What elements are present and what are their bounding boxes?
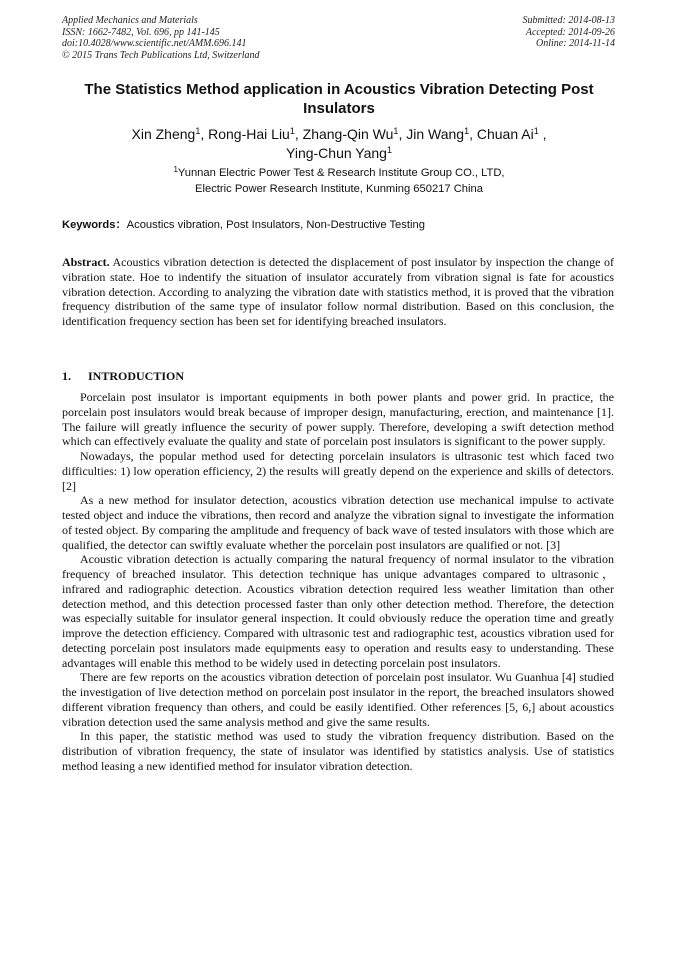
submitted-date: Submitted: 2014-08-13 xyxy=(522,15,615,26)
paragraph: As a new method for insulator detection, acoustics vibration detection use mechanical impulse to activate tested object and induce the vibrations, then record and analyze the vibration signal to investigate the information of tested object. By comparing the amplitude and frequency of back wave of tested insulators with those which are qualified, the detector can swiftly evaluate whether the porcelain post insulators are qualified or not. [3] xyxy=(62,493,614,552)
section-number: 1. xyxy=(62,369,71,383)
affiliation-line-1: $^1$Yunnan Electric Power Test & Research Institute Group CO., LTD, xyxy=(173,165,505,179)
affiliation-mark: 1 xyxy=(195,126,201,136)
journal-doi: doi:10.4028/www.scientific.net/AMM.696.141 xyxy=(62,38,247,49)
affiliation-mark: 1 xyxy=(393,126,399,136)
accepted-date: Accepted: 2014-09-26 xyxy=(525,26,615,38)
affiliation xyxy=(50,166,628,197)
journal-copyright: © 2015 Trans Tech Publications Ltd, Switzerland xyxy=(62,49,260,61)
author-list xyxy=(50,125,628,163)
author: Jin Wang$^1$, xyxy=(406,126,477,142)
online-date: Online: 2014-11-14 xyxy=(536,38,615,49)
affiliation-mark: 1 xyxy=(386,145,392,155)
affiliation-mark: 1 xyxy=(289,126,295,136)
journal-name: Applied Mechanics and Materials xyxy=(62,15,198,26)
paragraph: Acoustic vibration detection is actually comparing the natural frequency of normal insulator to the vibration frequency of breached insulator. This detection technique has unique advantages compared to ultrasonic， infrared and radiographic detection. Acoustics vibration detection required less weather limitation than other detection method, and this detection processed faster than only other detection method. Therefore, the detection was especially suitable for insulator general inspection. It could obviously reduce the operation time and greatly improve the detection efficiency. Compared with ultrasonic test and radiographic test, acoustics vibration used for detecting porcelain post insulators made equipments easy to operation and results easy to understanding. These advantages will enable this method to be widely used in detecting porcelain post insulators. xyxy=(62,552,614,670)
paragraph: In this paper, the statistic method was used to study the vibration frequency distribution. Based on the distribution of vibration frequency, the state of insulator was identified by statistics analysis. Use of statistics method leasing a new identified method for insulator vibration detection. xyxy=(62,729,614,773)
introduction-body xyxy=(62,390,614,774)
affiliation-line-2: Electric Power Research Institute, Kunming 650217 China xyxy=(195,182,483,195)
keywords-label: Keywords： xyxy=(62,219,127,231)
keywords-text: Acoustics vibration, Post Insulators, Non-Destructive Testing xyxy=(126,219,425,231)
abstract-text: Acoustics vibration detection is detected the displacement of post insulator by inspection the change of vibration state. Hoe to indentify the situation of insulator accurately from vibration signal is fate for acoustics vibration detection. According to analyzing the vibration date with statistics method, it is proved that the vibration frequency distribution of the same type of insulator follow normal distribution. Based on this conclusion, the identification frequency section has been set for identifying breached insulators. xyxy=(62,255,614,329)
section-title: INTRODUCTION xyxy=(88,369,185,383)
affiliation-mark: 1 xyxy=(533,126,539,136)
author: Zhang-Qin Wu$^1$, xyxy=(302,126,407,142)
dates-header xyxy=(523,15,616,50)
paragraph: Porcelain post insulator is important equipments in both power plants and power grid. In practice, the porcelain post insulators would break because of improper design, manufacturing, erection, and maintenance [1]. The failure will greatly influence the security of power supply. Therefore, developing a swift detection method which can effectively evaluate the quality and state of porcelain post insulators is significant to the power supply. xyxy=(62,390,614,449)
section-heading xyxy=(62,369,184,384)
author: Ying-Chun Yang$^1$ xyxy=(286,145,392,161)
author: Rong-Hai Liu$^1$, xyxy=(208,126,303,142)
abstract xyxy=(62,255,614,329)
journal-issn: ISSN: 1662-7482, Vol. 696, pp 141-145 xyxy=(62,26,220,38)
paper-title: The Statistics Method application in Acoustics Vibration Detecting Post Insulators xyxy=(84,81,594,117)
author: Xin Zheng$^1$, xyxy=(131,126,209,142)
paragraph: There are few reports on the acoustics vibration detection of porcelain post insulator. Wu Guanhua [4] studied the investigation of live detection method on porcelain post insulator in the report, the breached insulators showed different vibration frequency than others, and could be easily identified. Other references [5, 6,] about acoustics vibration detection used the same analysis method and give the same results. xyxy=(62,670,614,729)
abstract-label: Abstract. xyxy=(62,255,110,269)
paragraph: Nowadays, the popular method used for detecting porcelain insulators is ultrasonic test which faced two difficulties: 1) low operation efficiency, 2) the results will greatly depend on the experience and skills of detectors. [2] xyxy=(62,449,614,493)
affiliation-mark: 1 xyxy=(464,126,470,136)
journal-header xyxy=(62,15,260,61)
keywords xyxy=(62,218,616,232)
author: Chuan Ai$^1$ , xyxy=(476,126,547,142)
